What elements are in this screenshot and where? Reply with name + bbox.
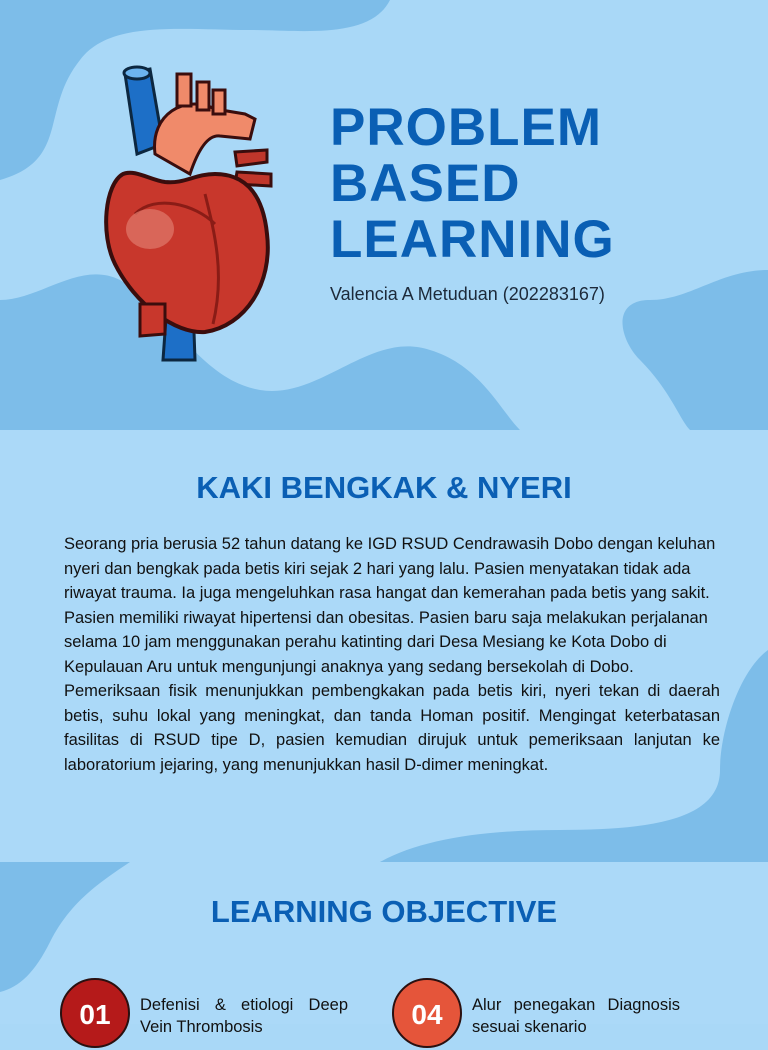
objective-text: Defenisi & etiologi Deep Vein Thrombosis xyxy=(140,996,348,1036)
case-title: KAKI BENGKAK & NYERI xyxy=(196,470,572,505)
case-section xyxy=(0,430,768,862)
title-line-1: PROBLEM xyxy=(330,98,602,157)
objective-number-badge: 04 xyxy=(392,978,462,1048)
author-name: Valencia A Metuduan (202283167) xyxy=(330,284,605,304)
page-title xyxy=(330,100,615,268)
title-line-3: LEARNING xyxy=(330,210,615,269)
case-description xyxy=(64,532,720,777)
title-line-2: BASED xyxy=(330,154,521,213)
heart-illustration xyxy=(95,64,285,364)
objectives-section xyxy=(0,862,768,1036)
objectives-title: LEARNING OBJECTIVE xyxy=(210,894,558,929)
objective-number-badge: 01 xyxy=(60,978,130,1048)
case-paragraph-2: Pemeriksaan fisik menunjukkan pembengkakan pada betis kiri, nyeri tekan di daerah betis, suhu lokal yang meningkat, dan tanda Homan positif. Mengingat keterbatasan fasilitas di RSUD tipe D, pasien kemudian dirujuk untuk pemeriksaan lanjutan ke laboratorium jejaring, yang menunjukkan hasil D-dimer meningkat. xyxy=(64,682,720,774)
case-paragraph-1: Seorang pria berusia 52 tahun datang ke IGD RSUD Cendrawasih Dobo dengan keluhan nyeri dan bengkak pada betis kiri sejak 2 hari yang lalu. Pasien menyatakan tidak ada riwayat trauma. Ia juga mengeluhkan rasa hangat dan kemerahan pada betis yang sakit. Pasien memiliki riwayat hipertensi dan obesitas. Pasien baru saja melakukan perjalanan selama 10 jam menggunakan perahu katinting dari Desa Mesiang ke Kota Dobo di Kepulauan Aru untuk mengunjungi anaknya yang sedang bersekolah di Dobo. xyxy=(64,535,716,676)
objective-text: Alur penegakan Diagnosis sesuai skenario xyxy=(472,996,680,1036)
header-section xyxy=(0,0,768,430)
